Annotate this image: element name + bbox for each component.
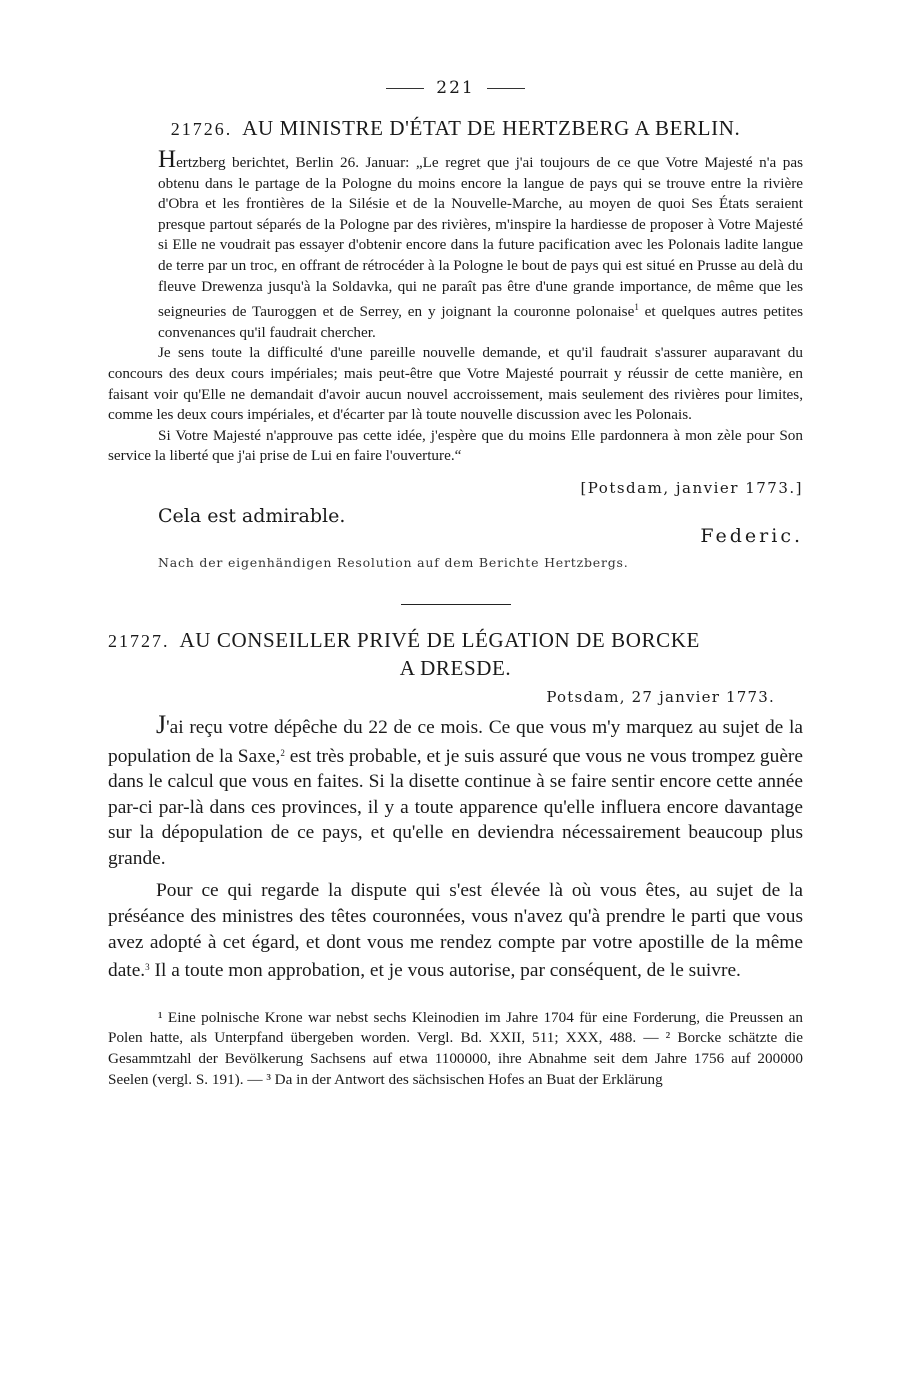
drop-cap: J <box>156 709 167 739</box>
letter1-note: Nach der eigenhändigen Resolution auf dem Berichte Hertzbergs. <box>158 554 629 570</box>
letter1-title: AU MINISTRE D'ÉTAT DE HERTZBERG A BERLIN. <box>242 116 741 140</box>
letter1-date: [Potsdam, janvier 1773.] <box>580 478 803 497</box>
page-number: 221 <box>436 78 475 98</box>
footnote-ref: 1 <box>634 302 639 313</box>
letter2-title-line1: 21727. AU CONSEILLER PRIVÉ DE LÉGATION DE BORCKE <box>108 627 700 652</box>
letter1-paragraph: Je sens toute la difficulté d'une pareille nouvelle demande, et qu'il faudrait s'assurer auparavant du concours des deux cours impériales; mais peut-être que Votre Majesté pourrait y réussir de cette manière, en faisant voir qu'Elle ne demandait d'avoir aucun nouvel accroissement, mais seulement des rivières pour limites, comme les deux cours impériales, et d'écarter par là toute nouvelle discussion avec les Polonais. <box>108 344 803 424</box>
letter1-number: 21726. <box>170 119 233 139</box>
page <box>108 78 803 1090</box>
divider <box>386 88 424 89</box>
letter1-reply: Cela est admirable. <box>158 504 346 527</box>
letter2-body <box>108 709 803 984</box>
footnote-ref: 3 <box>145 962 150 973</box>
letter1-paragraph: Si Votre Majesté n'approuve pas cette idée, j'espère que du moins Elle pardonnera à mon zèle pour Son service la liberté que j'ai prise de Lui en faire l'ouverture.“ <box>108 426 803 465</box>
footnote-ref: 2 <box>280 747 285 758</box>
letter2-paragraph: Pour ce qui regarde la dispute qui s'est élevée là où vous êtes, au sujet de la préséance des ministres des têtes couronnées, vous n'avez qu'à prendre le parti que vous avez adopté à cet égard, et dont vous me rendez compte par votre apostille de la même date.$^3$ Il a toute mon approbation, et je vous autorise, par conséquent, de le suivre. <box>108 880 803 982</box>
section-divider <box>401 604 511 605</box>
letter2-title-line2: A DRESDE. <box>399 655 512 680</box>
page-number-header <box>108 78 803 98</box>
footnote-text: ¹ Eine polnische Krone war nebst sechs Kleinodien im Jahre 1704 für eine Forderung, die Preussen an Polen hatte, als Unterpfand übergeben worden. Vergl. Bd. XXII, 511; XXX, 488. — ² Borcke schätzte die Gesammtzahl der Bevölkerung Sachsens auf etwa 1100000, ihre Abnahme seit dem Jahre 1756 auf 200000 Seelen (vergl. S. 191). — ³ Da in der Antwort des sächsischen Hofes an Buat der Erklärung <box>108 1008 803 1088</box>
drop-cap: H <box>158 146 177 173</box>
footnotes <box>108 1008 803 1090</box>
letter2-number: 21727. <box>108 630 170 651</box>
divider <box>487 88 525 89</box>
letter2-heading <box>108 627 803 682</box>
letter1-body <box>108 147 803 467</box>
letter1-signature: Federic. <box>700 524 803 547</box>
letter2-date: Potsdam, 27 janvier 1773. <box>546 687 775 706</box>
letter1-heading <box>108 116 803 141</box>
letter1-paragraph: Hertzberg berichtet, Berlin 26. Januar: „Le regret que j'ai toujours de ce que Votre Majesté n'a pas obtenu dans le partage de la Pologne du moins encore la langue de pays qui se trouve entre la rivière d'Obra et les frontières de la Silésie et de la Nouvelle-Marche, au moyen de quoi Ses États seraient presque partout séparés de la Pologne par des rivières, m'inspire la hardiesse de proposer à Votre Majesté si Elle ne voudrait pas essayer d'obtenir encore dans la future pacification avec les Polonais ladite langue de terre par un troc, en offrant de rétrocéder à la Pologne le bout de pays qui est situé en Prusse au delà du fleuve Drewenza jusqu'à la Soldavka, qui ne paraît pas être d'une grande importance, de même que les seigneuries de Tauroggen et de Serrey, en y joignant la couronne polonaise$^1$ et quelques autres petites convenances qu'il faudrait chercher. <box>158 146 803 341</box>
letter2-paragraph: J'ai reçu votre dépêche du 22 de ce mois. Ce que vous m'y marquez au sujet de la population de la Saxe,$^2$ est très probable, et je suis assuré que vous ne vous trompez guère dans le calcul que vous en faites. Si la disette continue à se faire sentir encore cette année par-ci par-là dans ces provinces, il y a toute apparence qu'elle influera encore davantage sur la dépopulation de ce pays, et qu'elle en deviendra nécessairement beaucoup plus grande. <box>108 709 803 869</box>
